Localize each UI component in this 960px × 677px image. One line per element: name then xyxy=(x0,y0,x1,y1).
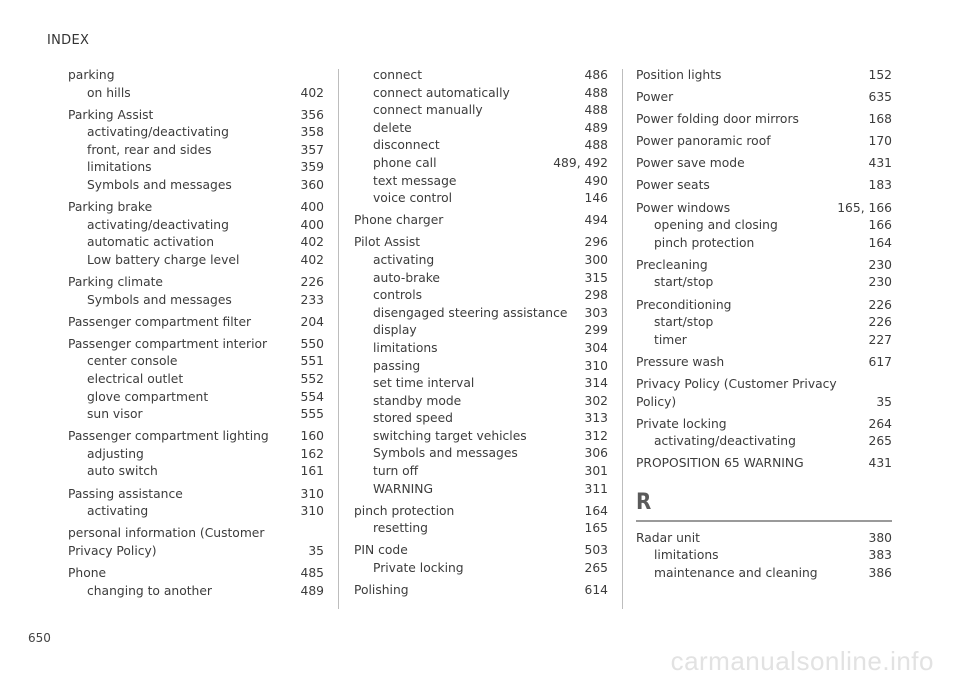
index-subterm-term: adjusting xyxy=(87,446,144,461)
column-divider xyxy=(622,69,623,609)
index-subterm-term: connect automatically xyxy=(373,85,510,100)
index-term-page[interactable]: 614 xyxy=(584,583,608,598)
index-entry xyxy=(354,67,608,208)
index-term-term: parking xyxy=(68,68,115,82)
index-term-term: Parking brake xyxy=(68,200,153,215)
index-subterm-term: maintenance and cleaning xyxy=(654,566,818,581)
index-term-page[interactable]: 400 xyxy=(300,200,324,215)
index-entry xyxy=(68,336,324,424)
index-subterm-page[interactable]: 227 xyxy=(868,332,892,347)
index-subterm-term: resetting xyxy=(373,521,428,536)
index-subterm-page[interactable]: 265 xyxy=(868,434,892,449)
index-subterm-term: start/stop xyxy=(654,315,714,330)
index-subterm xyxy=(68,371,324,389)
index-subterm xyxy=(354,322,608,340)
index-term xyxy=(636,416,892,434)
index-subterm xyxy=(68,353,324,371)
index-term-term: Radar unit xyxy=(636,530,700,545)
index-entry xyxy=(636,376,892,411)
index-entry xyxy=(68,525,324,560)
index-subterm-term: switching target vehicles xyxy=(373,428,527,443)
index-subterm-page[interactable]: 402 xyxy=(300,252,324,267)
index-subterm-page[interactable]: 489 xyxy=(584,120,608,135)
index-subterm xyxy=(354,410,608,428)
index-subterm-term: limitations xyxy=(87,160,152,175)
index-subterm xyxy=(68,463,324,481)
index-subterm-page[interactable]: 226 xyxy=(868,315,892,330)
index-entry xyxy=(68,428,324,481)
index-subterm-term: auto-brake xyxy=(373,270,440,285)
index-term-page[interactable]: 165, 166 xyxy=(837,200,892,215)
index-subterm xyxy=(68,389,324,407)
index-subterm xyxy=(68,159,324,177)
index-subterm-page[interactable]: 161 xyxy=(300,464,324,479)
index-subterm xyxy=(354,270,608,288)
index-subterm-term: Private locking xyxy=(373,561,464,576)
index-subterm-page[interactable]: 302 xyxy=(584,393,608,408)
index-subterm xyxy=(636,332,892,350)
index-subterm-term: activating/deactivating xyxy=(87,125,229,140)
index-subterm-term: auto switch xyxy=(87,464,158,479)
index-term xyxy=(68,428,324,446)
index-subterm xyxy=(636,217,892,235)
index-entry xyxy=(354,542,608,577)
index-term-page[interactable]: 356 xyxy=(300,107,324,122)
index-subterm xyxy=(68,406,324,424)
index-subterm-term: sun visor xyxy=(87,407,143,422)
index-subterm-page[interactable]: 489 xyxy=(300,583,324,598)
index-subterm-term: center console xyxy=(87,354,178,369)
index-subterm xyxy=(68,234,324,252)
index-term-page[interactable]: 380 xyxy=(868,530,892,545)
index-term xyxy=(636,89,892,107)
index-term-term: PROPOSITION 65 WARNING xyxy=(636,456,804,471)
index-term-term: Position lights xyxy=(636,68,722,82)
index-subterm-term: text message xyxy=(373,173,457,188)
index-term-term: Pressure wash xyxy=(636,354,725,369)
index-subterm-term: front, rear and sides xyxy=(87,142,212,157)
index-subterm-page[interactable]: 402 xyxy=(300,85,324,100)
index-subterm xyxy=(636,547,892,565)
index-subterm-term: WARNING xyxy=(373,481,433,496)
index-subterm-page[interactable]: 306 xyxy=(584,446,608,461)
index-subterm-page[interactable]: 165 xyxy=(584,521,608,536)
index-subterm-page[interactable]: 310 xyxy=(300,504,324,519)
index-subterm-page[interactable]: 488 xyxy=(584,85,608,100)
index-subterm xyxy=(636,235,892,253)
index-term-page[interactable]: 296 xyxy=(584,235,608,250)
index-subterm-page[interactable]: 357 xyxy=(300,142,324,157)
index-term-page[interactable]: 226 xyxy=(300,275,324,290)
index-entry xyxy=(636,133,892,151)
index-term xyxy=(68,274,324,292)
index-entry xyxy=(68,67,324,102)
index-subterm-term: turn off xyxy=(373,464,419,479)
index-term-page[interactable]: 183 xyxy=(868,178,892,193)
index-subterm-term: activating/deactivating xyxy=(654,434,796,449)
index-subterm-page[interactable]: 486 xyxy=(584,68,608,82)
index-entry xyxy=(68,314,324,332)
index-subterm-page[interactable]: 166 xyxy=(868,218,892,233)
index-subterm-page[interactable]: 555 xyxy=(300,407,324,422)
index-term-page[interactable]: 164 xyxy=(584,503,608,518)
index-term xyxy=(636,177,892,195)
index-term-term: Passenger compartment interior xyxy=(68,336,268,351)
index-term-term: Preconditioning xyxy=(636,297,732,312)
index-term-page[interactable]: 204 xyxy=(300,314,324,329)
index-subterm-page[interactable]: 400 xyxy=(300,217,324,232)
index-entry xyxy=(636,416,892,451)
index-subterm-page[interactable]: 233 xyxy=(300,292,324,307)
index-term xyxy=(636,297,892,315)
index-subterm-term: limitations xyxy=(654,548,719,563)
index-subterm xyxy=(354,560,608,578)
index-subterm-term: electrical outlet xyxy=(87,372,184,386)
index-term xyxy=(68,199,324,217)
index-term-term: pinch protection xyxy=(354,503,455,518)
index-subterm-term: Low battery charge level xyxy=(87,252,240,267)
index-term xyxy=(636,530,892,548)
index-subterm xyxy=(354,287,608,305)
index-subterm xyxy=(68,85,324,103)
index-subterm xyxy=(354,67,608,85)
index-subterm-page[interactable]: 311 xyxy=(584,481,608,496)
index-term xyxy=(354,503,608,521)
index-subterm-page[interactable]: 230 xyxy=(868,275,892,290)
index-column-1 xyxy=(68,67,324,600)
index-subterm-term: start/stop xyxy=(654,275,714,290)
index-entry xyxy=(636,89,892,107)
index-term-term: Passenger compartment filter xyxy=(68,314,252,329)
index-term-page[interactable]: 503 xyxy=(584,543,608,558)
index-subterm-term: Symbols and messages xyxy=(373,446,518,461)
index-subterm-term: Symbols and messages xyxy=(87,178,232,193)
index-subterm xyxy=(636,274,892,292)
index-term-page[interactable]: 170 xyxy=(868,134,892,149)
index-term xyxy=(68,107,324,125)
index-term-term: Privacy Policy (Customer Privacy Policy) xyxy=(636,376,837,409)
index-term-page[interactable]: 230 xyxy=(868,257,892,272)
index-subterm-term: changing to another xyxy=(87,583,212,598)
index-subterm-page[interactable]: 313 xyxy=(584,411,608,426)
index-term xyxy=(68,67,324,85)
index-subterm-page[interactable]: 299 xyxy=(584,323,608,338)
index-subterm-page[interactable]: 303 xyxy=(584,305,608,320)
index-entry xyxy=(636,257,892,292)
index-term xyxy=(68,525,324,560)
index-term xyxy=(68,336,324,354)
index-term-term: Polishing xyxy=(354,583,409,598)
index-subterm-term: standby mode xyxy=(373,393,462,408)
index-subterm-page[interactable]: 554 xyxy=(300,389,324,404)
index-term-term: Passing assistance xyxy=(68,486,183,501)
index-term xyxy=(636,67,892,85)
index-term-page[interactable]: 431 xyxy=(868,156,892,171)
index-term-page[interactable]: 152 xyxy=(868,68,892,82)
index-subterm-term: voice control xyxy=(373,191,453,206)
index-term-term: Power folding door mirrors xyxy=(636,112,799,127)
index-entry xyxy=(354,503,608,538)
index-term-term: Power xyxy=(636,90,674,105)
index-term-term: personal information (Customer Privacy Policy) xyxy=(68,526,265,558)
index-subterm-page[interactable]: 488 xyxy=(584,138,608,153)
index-subterm-term: pinch protection xyxy=(654,235,755,250)
index-subterm-term: on hills xyxy=(87,85,131,100)
index-entry xyxy=(354,212,608,230)
index-subterm-term: phone call xyxy=(373,155,437,170)
index-subterm-term: stored speed xyxy=(373,411,453,426)
index-term xyxy=(354,212,608,230)
index-subterm-term: timer xyxy=(654,332,687,347)
index-subterm-page[interactable]: 310 xyxy=(584,358,608,373)
index-term-term: Private locking xyxy=(636,416,727,431)
index-subterm-term: connect xyxy=(373,68,423,82)
index-subterm xyxy=(68,142,324,160)
page-header: INDEX xyxy=(47,33,90,48)
index-term-term: Power save mode xyxy=(636,156,745,171)
index-entry xyxy=(636,354,892,372)
index-term-page[interactable]: 264 xyxy=(868,416,892,431)
index-subterm xyxy=(354,155,608,173)
index-entry xyxy=(68,486,324,521)
index-term xyxy=(636,133,892,151)
index-subterm xyxy=(68,446,324,464)
index-term-page[interactable]: 485 xyxy=(300,565,324,580)
index-subterm-term: controls xyxy=(373,288,423,303)
index-subterm-page[interactable]: 551 xyxy=(300,354,324,369)
index-term-page[interactable]: 226 xyxy=(868,297,892,312)
index-term-page[interactable]: 635 xyxy=(868,90,892,105)
index-subterm-page[interactable]: 300 xyxy=(584,252,608,267)
index-subterm-page[interactable]: 360 xyxy=(300,178,324,193)
index-entry xyxy=(636,297,892,350)
index-subterm-term: activating xyxy=(87,504,149,519)
index-term-term: Parking Assist xyxy=(68,107,154,122)
index-entry xyxy=(354,234,608,498)
index-subterm-page[interactable]: 552 xyxy=(300,372,324,386)
index-column-2 xyxy=(354,67,608,600)
index-subterm xyxy=(354,428,608,446)
index-subterm xyxy=(354,375,608,393)
index-term-page[interactable]: 160 xyxy=(300,429,324,444)
index-term xyxy=(636,455,892,473)
index-term xyxy=(636,257,892,275)
index-subterm xyxy=(636,565,892,583)
index-column-3 xyxy=(636,67,892,583)
index-subterm-page[interactable]: 312 xyxy=(584,428,608,443)
index-subterm-term: activating/deactivating xyxy=(87,217,229,232)
index-term xyxy=(636,354,892,372)
index-subterm-page[interactable]: 386 xyxy=(868,566,892,581)
index-entry xyxy=(636,200,892,253)
index-subterm-term: delete xyxy=(373,120,412,135)
index-subterm-page[interactable]: 315 xyxy=(584,270,608,285)
index-term-page[interactable]: 617 xyxy=(868,354,892,369)
index-subterm-term: connect manually xyxy=(373,103,483,118)
index-term xyxy=(68,314,324,332)
index-entry xyxy=(68,199,324,269)
index-subterm xyxy=(354,393,608,411)
section-letter: R xyxy=(636,489,652,515)
index-term-term: Power seats xyxy=(636,178,710,193)
index-term-term: Phone charger xyxy=(354,213,444,228)
index-subterm xyxy=(354,358,608,376)
index-subterm xyxy=(354,305,608,323)
index-subterm-page[interactable]: 162 xyxy=(300,446,324,461)
index-subterm-term: display xyxy=(373,323,417,338)
index-term xyxy=(354,582,608,600)
index-subterm-term: disconnect xyxy=(373,138,440,153)
index-term-page[interactable]: 310 xyxy=(300,486,324,501)
index-subterm-term: limitations xyxy=(373,340,438,355)
index-subterm xyxy=(354,190,608,208)
index-subterm xyxy=(354,137,608,155)
section-divider xyxy=(636,520,892,522)
index-term xyxy=(68,565,324,583)
index-subterm-page[interactable]: 314 xyxy=(584,376,608,391)
index-subterm xyxy=(354,102,608,120)
index-subterm-term: glove compartment xyxy=(87,389,209,404)
index-subterm xyxy=(68,503,324,521)
index-subterm xyxy=(354,481,608,499)
index-term-term: Power windows xyxy=(636,200,731,215)
index-subterm xyxy=(636,433,892,451)
watermark: carmanualsonline.info xyxy=(670,646,934,676)
index-subterm xyxy=(68,217,324,235)
index-entry xyxy=(636,455,892,473)
index-term xyxy=(636,376,892,411)
index-entry xyxy=(636,111,892,129)
index-subterm-term: disengaged steering assistance xyxy=(373,305,568,320)
index-entry xyxy=(636,67,892,85)
index-term-term: PIN code xyxy=(354,543,408,558)
index-subterm-page[interactable]: 164 xyxy=(868,235,892,250)
index-subterm-page[interactable]: 359 xyxy=(300,160,324,175)
index-subterm-page[interactable]: 383 xyxy=(868,548,892,563)
index-entry xyxy=(636,530,892,583)
index-subterm-page[interactable]: 298 xyxy=(584,288,608,303)
index-term-term: Power panoramic roof xyxy=(636,134,771,149)
index-term-term: Pilot Assist xyxy=(354,235,421,250)
index-term-page[interactable]: 168 xyxy=(868,112,892,127)
index-term xyxy=(636,200,892,218)
index-entry xyxy=(68,274,324,309)
index-subterm xyxy=(68,583,324,601)
index-subterm-page[interactable]: 301 xyxy=(584,464,608,479)
index-subterm-term: opening and closing xyxy=(654,218,778,233)
index-subterm-page[interactable]: 265 xyxy=(584,561,608,576)
index-subterm-page[interactable]: 304 xyxy=(584,340,608,355)
index-subterm xyxy=(354,463,608,481)
index-subterm-page[interactable]: 488 xyxy=(584,103,608,118)
index-term-page[interactable]: 35 xyxy=(308,543,324,558)
index-subterm xyxy=(68,292,324,310)
index-term-page[interactable]: 35 xyxy=(876,394,892,409)
index-subterm-page[interactable]: 490 xyxy=(584,173,608,188)
index-subterm-term: passing xyxy=(373,358,421,373)
index-term xyxy=(354,234,608,252)
index-entry xyxy=(68,565,324,600)
index-term-term: Phone xyxy=(68,565,107,580)
index-subterm-page[interactable]: 489, 492 xyxy=(553,155,608,170)
index-subterm-page[interactable]: 402 xyxy=(300,235,324,250)
index-term xyxy=(636,111,892,129)
index-term xyxy=(68,486,324,504)
index-subterm xyxy=(354,120,608,138)
index-subterm xyxy=(354,85,608,103)
index-subterm xyxy=(68,177,324,195)
index-term-term: Precleaning xyxy=(636,257,708,272)
index-term xyxy=(354,542,608,560)
index-subterm xyxy=(354,445,608,463)
index-entry xyxy=(68,107,324,195)
index-subterm-page[interactable]: 358 xyxy=(300,125,324,140)
page-number: 650 xyxy=(28,631,51,645)
index-section xyxy=(636,490,892,583)
index-subterm-term: set time interval xyxy=(373,376,475,391)
index-term-page[interactable]: 550 xyxy=(300,336,324,351)
index-subterm xyxy=(354,173,608,191)
index-term-page[interactable]: 431 xyxy=(868,456,892,471)
index-subterm-page[interactable]: 146 xyxy=(584,191,608,206)
index-term-page[interactable]: 494 xyxy=(584,213,608,228)
index-entry xyxy=(636,177,892,195)
index-subterm xyxy=(354,520,608,538)
index-entry xyxy=(636,155,892,173)
index-subterm xyxy=(354,340,608,358)
index-subterm-term: activating xyxy=(373,252,435,267)
index-subterm-term: automatic activation xyxy=(87,235,214,250)
index-subterm-term: Symbols and messages xyxy=(87,292,232,307)
index-subterm xyxy=(354,252,608,270)
index-term xyxy=(636,155,892,173)
column-divider xyxy=(338,69,339,609)
index-subterm xyxy=(68,124,324,142)
index-entry xyxy=(354,582,608,600)
index-term-term: Passenger compartment lighting xyxy=(68,429,269,444)
index-term-term: Parking climate xyxy=(68,275,163,290)
index-subterm xyxy=(636,314,892,332)
index-subterm xyxy=(68,252,324,270)
